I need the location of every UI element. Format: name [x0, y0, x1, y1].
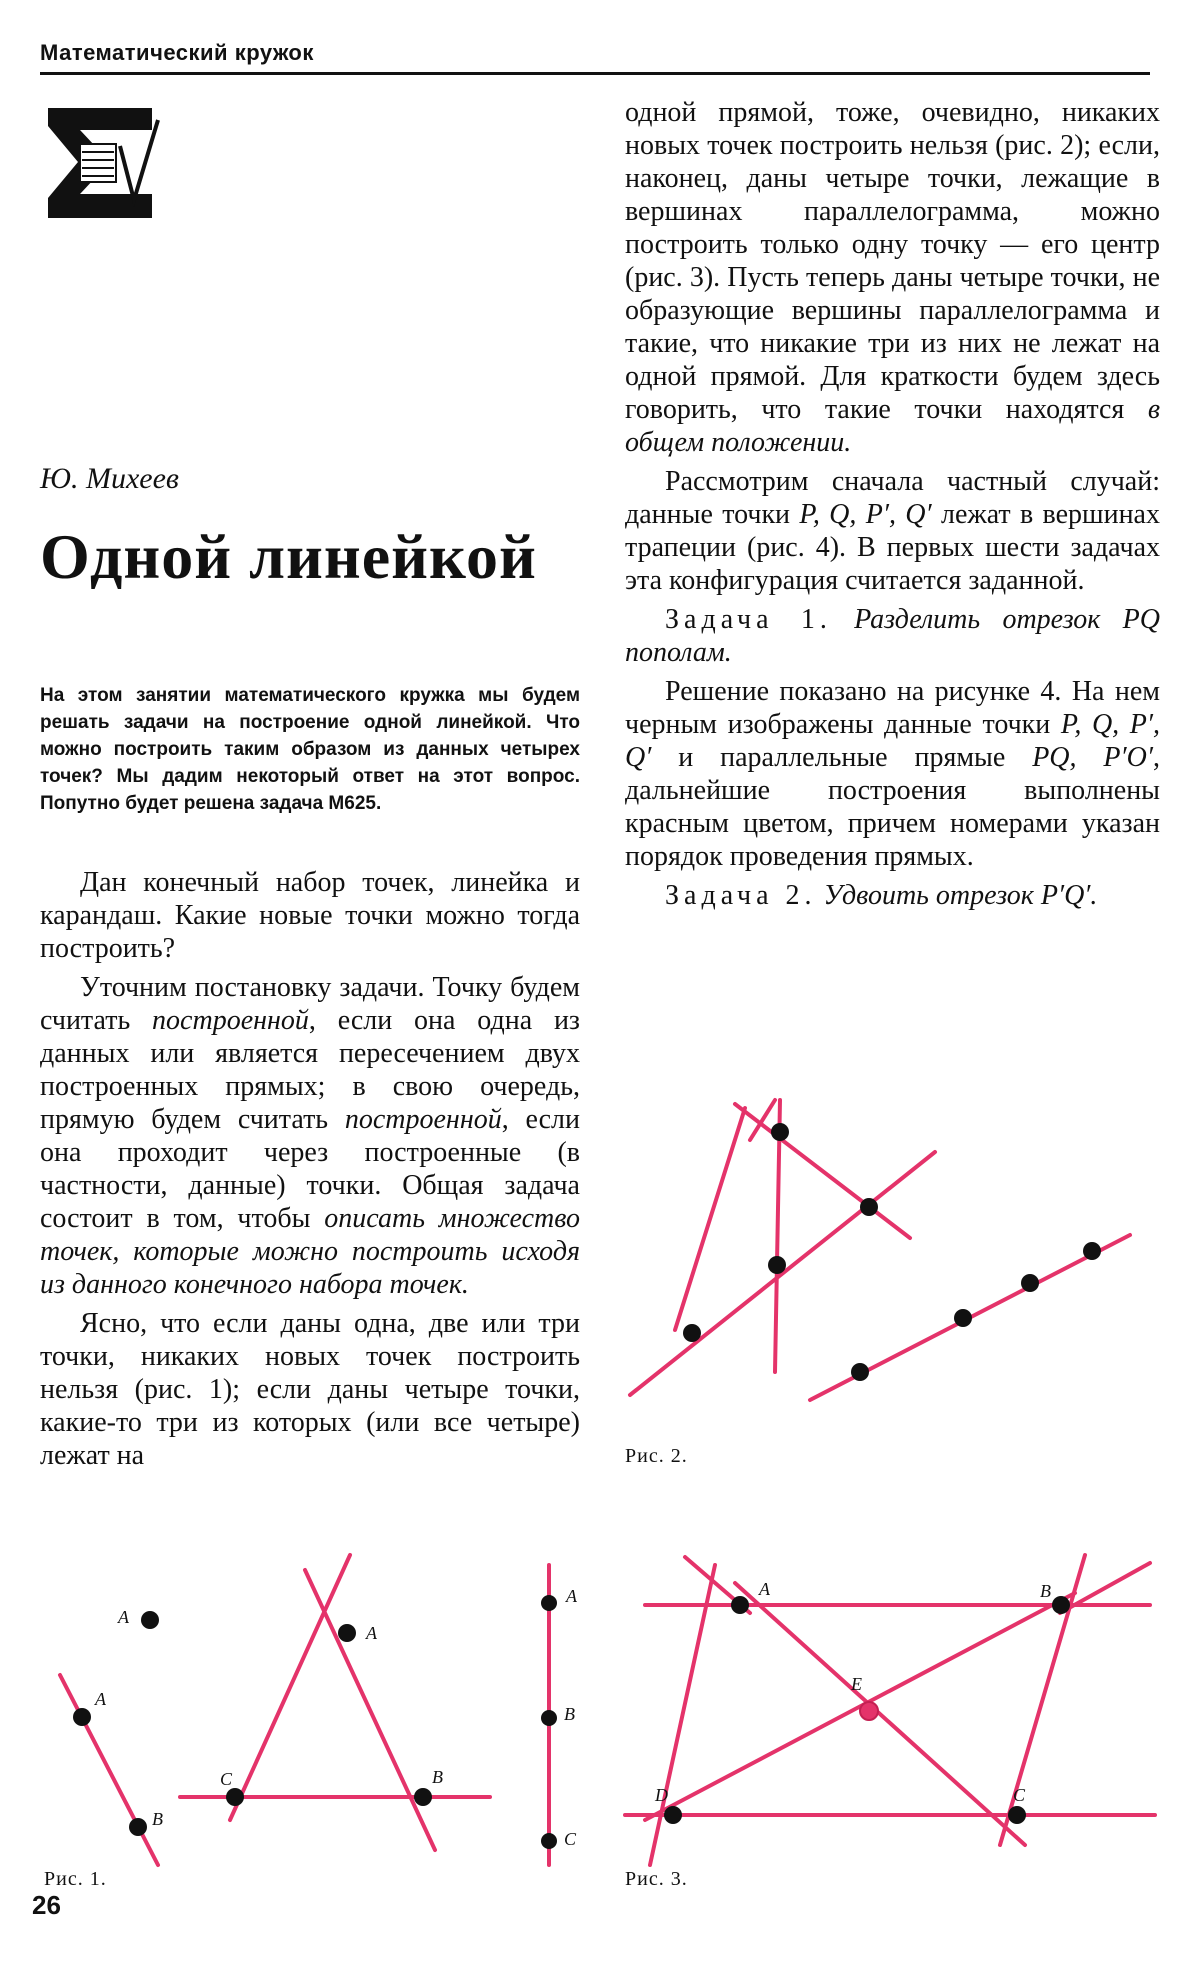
article-lead: На этом занятии математического кружка мы будем решать задачи на построение одной линейкой. Что можно построить таким образом из данных четырех точек? Мы дадим некоторый ответ на этот вопрос. Попутно будет решена задача М625.	[40, 685, 580, 814]
article-title: Одной линейкой	[40, 521, 537, 592]
page-number: 26	[32, 1890, 61, 1920]
svg-text:A: A	[566, 1586, 577, 1606]
article-author: Ю. Михеев	[40, 462, 179, 495]
figure-2	[625, 1090, 1145, 1420]
body-column-right	[625, 96, 1160, 918]
figure-3-caption: Рис. 3.	[625, 1868, 688, 1890]
svg-text:C: C	[1013, 1785, 1026, 1805]
figure-2-caption: Рис. 2.	[625, 1445, 688, 1467]
paragraph-2: Уточним постановку задачи. Точку будем считать построенной, если она одна из данных или является пересечением двух построенных прямых; в свою очередь, прямую будем считать построенной, если она проходит через построенные (в частности, данные) точки. Общая задача состоит в том, чтобы описать множество точек, которые можно построить исходя из данного конечного набора точек.	[40, 972, 581, 1300]
svg-text:A: A	[759, 1579, 770, 1599]
svg-text:A: A	[95, 1689, 106, 1709]
svg-text:A: A	[118, 1607, 129, 1627]
svg-text:A: A	[366, 1623, 377, 1643]
svg-text:B: B	[152, 1809, 163, 1829]
paragraph-1: Дан конечный набор точек, линейка и карандаш. Какие новые точки можно тогда построить?	[40, 867, 580, 964]
paragraph-3-continued: одной прямой, тоже, очевидно, никаких новых точек построить нельзя (рис. 2); если, наконец, даны четыре точки, лежащие в вершинах параллелограмма, можно построить только одну точку — его центр (рис. 3). Пусть теперь даны четыре точки, не образующие вершины параллелограмма и такие, что никакие три из них не лежат на одной прямой. Для краткости будем здесь говорить, что такие точки находятся в общем положении.	[625, 97, 1160, 458]
paragraph-4: Рассмотрим сначала частный случай: данные точки P, Q, P′, Q′ лежат в вершинах трапеции (рис. 4). В первых шести задачах эта конфигурация считается заданной.	[625, 466, 1160, 596]
figure-1-caption: Рис. 1.	[44, 1868, 107, 1890]
task-2: Задача 2. Удвоить отрезок P′Q′.	[665, 880, 1098, 911]
header-rule	[40, 72, 1150, 75]
running-header	[40, 40, 1150, 75]
figure-1	[40, 1545, 600, 1885]
paragraph-5: Решение показано на рисунке 4. На нем черным изображены данные точки P, Q, P′, Q′ и параллельные прямые PQ, P′O′, дальнейшие построения выполнены красным цветом, причем номерами указан порядок проведения прямых.	[625, 676, 1161, 872]
task-1: Задача 1. Разделить отрезок PQ пополам.	[625, 604, 1160, 668]
svg-text:B: B	[432, 1767, 443, 1787]
svg-text:B: B	[564, 1704, 575, 1724]
svg-text:D: D	[655, 1785, 668, 1805]
svg-text:C: C	[564, 1829, 577, 1849]
figure-3	[625, 1545, 1165, 1865]
svg-text:E: E	[851, 1674, 862, 1694]
svg-text:B: B	[1040, 1581, 1051, 1601]
svg-text:C: C	[220, 1769, 233, 1789]
paragraph-3: Ясно, что если даны одна, две или три точки, никаких новых точек построить нельзя (рис. 1); если даны четыре точки, какие-то три из которых (или все четыре) лежат на	[40, 1308, 580, 1471]
section-title: Математический кружок	[40, 40, 314, 65]
body-column-left	[40, 866, 580, 1478]
sigma-logo-icon	[40, 100, 160, 230]
